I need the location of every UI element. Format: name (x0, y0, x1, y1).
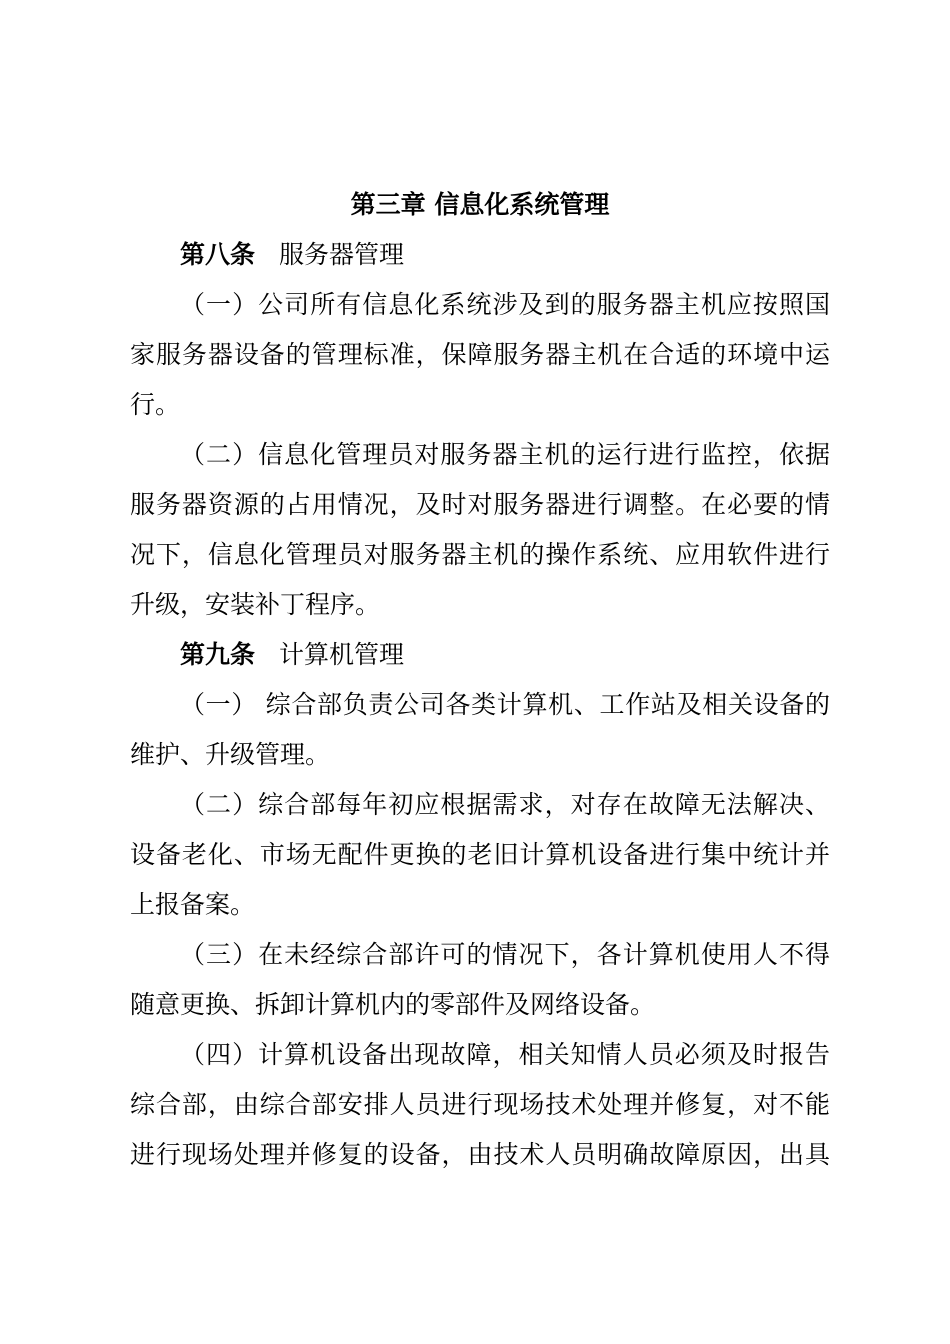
text-line: 上报备案。 (130, 890, 256, 919)
document-body (130, 230, 830, 1180)
text-line: （二）信息化管理员对服务器主机的运行进行监控，依据 (180, 440, 830, 469)
paragraph (130, 280, 830, 430)
text-line: （一） 综合部负责公司各类计算机、工作站及相关设备的 (180, 690, 830, 719)
article-heading (130, 230, 830, 280)
text-line: 维护、升级管理。 (130, 740, 331, 769)
article-label: 第九条 (180, 640, 256, 669)
text-line: （四）计算机设备出现故障，相关知情人员必须及时报告 (180, 1040, 830, 1069)
text-line: 家服务器设备的管理标准，保障服务器主机在合适的环境中运 (130, 340, 830, 369)
article-title: 服务器管理 (279, 240, 405, 269)
text-line: 综合部，由综合部安排人员进行现场技术处理并修复，对不能 (130, 1090, 830, 1119)
text-line: （三）在未经综合部许可的情况下，各计算机使用人不得 (180, 940, 830, 969)
text-line: 设备老化、市场无配件更换的老旧计算机设备进行集中统计并 (130, 840, 830, 869)
text-line: （二）综合部每年初应根据需求，对存在故障无法解决、 (180, 790, 830, 819)
text-line: 况下，信息化管理员对服务器主机的操作系统、应用软件进行 (130, 540, 830, 569)
text-line: 随意更换、拆卸计算机内的零部件及网络设备。 (130, 990, 656, 1019)
paragraph (130, 930, 830, 1030)
text-line: 服务器资源的占用情况，及时对服务器进行调整。在必要的情 (130, 490, 830, 519)
paragraph (130, 430, 830, 630)
article-title: 计算机管理 (279, 640, 405, 669)
article-label: 第八条 (180, 240, 256, 269)
document-page (130, 180, 830, 1180)
text-line: 进行现场处理并修复的设备，由技术人员明确故障原因，出具 (130, 1140, 830, 1169)
text-line: 行。 (130, 390, 181, 419)
text-line: （一）公司所有信息化系统涉及到的服务器主机应按照国 (180, 290, 830, 319)
article-heading (130, 630, 830, 680)
paragraph (130, 1030, 830, 1180)
text-line: 升级，安装补丁程序。 (130, 590, 381, 619)
paragraph (130, 780, 830, 930)
chapter-title: 第三章 信息化系统管理 (350, 190, 610, 219)
paragraph (130, 680, 830, 780)
